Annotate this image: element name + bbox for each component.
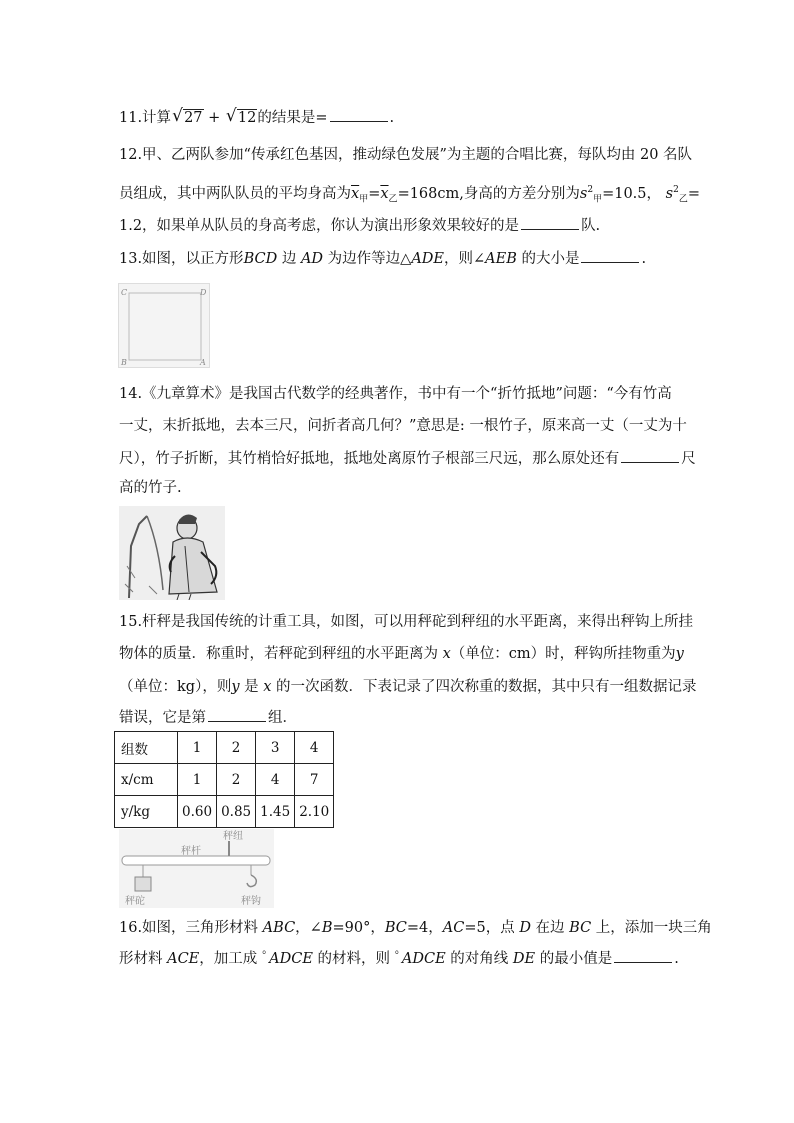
- q12-line2-val: =10.5，: [602, 185, 662, 202]
- q12-answer-blank[interactable]: [521, 215, 579, 230]
- q15-line2: [119, 644, 684, 664]
- weight-block: [135, 877, 151, 891]
- q14-line3-end: 尺: [681, 451, 696, 467]
- q15-line4-end: 组．: [268, 710, 297, 726]
- q15-line3: [119, 677, 697, 697]
- q15-line3-rest: 的一次函数．下表记录了四次称重的数据，其中只有一组数据记录: [271, 679, 697, 695]
- q15-x2: x: [263, 679, 272, 695]
- weighing-data-table: [114, 731, 334, 828]
- q16-bc2: BC: [569, 920, 592, 936]
- square-figure: [118, 283, 210, 368]
- q11-line: [119, 107, 394, 128]
- sub-jia-2: 甲: [593, 194, 603, 205]
- table-cell: 3: [256, 732, 295, 764]
- q16-text-f: 在边: [530, 920, 570, 936]
- q12-line2-text: 员组成，其中两队队员的平均身高为: [119, 185, 351, 202]
- q16-text-e: =5，点: [464, 920, 520, 936]
- q13-aeb: AEB: [485, 251, 517, 267]
- q11-prefix: 11.计算: [119, 110, 172, 126]
- table-row: [115, 796, 334, 828]
- steelyard-rod: [122, 856, 270, 865]
- label-rod: 秤杆: [181, 846, 201, 857]
- q14-line4: 高的竹子.: [119, 480, 182, 496]
- q14-line3: [119, 448, 696, 469]
- q12-line3-end: 队.: [581, 218, 601, 234]
- label-d: D: [200, 288, 207, 297]
- q15-x: x: [442, 646, 451, 662]
- radicand-12: 12: [237, 110, 257, 126]
- q13-text-a: 13.如图，以正方形: [119, 251, 244, 267]
- table-cell: 0.60: [178, 796, 217, 828]
- label-hook: 秤钩: [241, 896, 261, 907]
- q16-adce: ADCE: [269, 951, 313, 967]
- q15-y: y: [675, 646, 684, 662]
- q15-line1: 15.杆秤是我国传统的计重工具，如图，可以用秤砣到秤纽的水平距离，来得出秤钩上所挂: [119, 614, 694, 630]
- parallelogram-icon-2: ﾟ: [394, 951, 402, 967]
- sub-jia: 甲: [359, 194, 369, 205]
- table-cell: 2.10: [295, 796, 334, 828]
- row-header-x: x/cm: [115, 764, 178, 796]
- equals: =: [368, 185, 381, 202]
- label-a: A: [200, 358, 206, 367]
- q15-line2-mid: （单位：cm）时，秤钩所挂物重为: [450, 646, 676, 662]
- q13-ad: AD: [300, 251, 324, 267]
- q16-text-d: =4，: [406, 920, 443, 936]
- q16-line1: [119, 918, 712, 938]
- q16-text-l2e: 的最小值是: [535, 951, 613, 967]
- q14-line3-text: 尺），竹子折断，其竹梢恰好抵地，抵地处离原竹子根部三尺远，那么原处还有: [119, 451, 620, 467]
- steelyard-figure: [119, 829, 274, 908]
- q16-abc: ABC: [262, 920, 296, 936]
- sup-2b: 2: [673, 185, 679, 195]
- q14-answer-blank[interactable]: [621, 448, 679, 463]
- label-weight: 秤砣: [125, 896, 145, 907]
- q13-line: [119, 248, 646, 269]
- q12-line2-eq: =: [687, 185, 700, 202]
- label-knob: 秤纽: [223, 831, 243, 842]
- table-cell: 1: [178, 764, 217, 796]
- row-header-y: y/kg: [115, 796, 178, 828]
- sqrt-12: [227, 108, 257, 128]
- q12-line2: [119, 180, 700, 210]
- q11-period: .: [389, 110, 395, 126]
- table-row: [115, 764, 334, 796]
- sqrt-27: [173, 108, 203, 128]
- q15-answer-blank[interactable]: [208, 707, 266, 722]
- mean-x-jia: $\overline{x}$: [351, 185, 360, 202]
- q15-line4: [119, 707, 297, 728]
- q12-line2-mid: =168cm,身高的方差分别为: [397, 185, 580, 202]
- q16-text-b: ，∠: [295, 920, 322, 936]
- variance-s-yi: s: [665, 185, 674, 202]
- q16-line2: [119, 948, 679, 969]
- q13-ade: ADE: [411, 251, 444, 267]
- radicand-27: 27: [184, 110, 203, 126]
- q16-adce2: ADCE: [401, 951, 446, 967]
- q11-suffix: 的结果是=: [257, 110, 328, 126]
- table-cell: 1: [178, 732, 217, 764]
- q13-text-b: 边: [277, 251, 301, 267]
- bamboo-scholar-illustration: [119, 506, 225, 600]
- q16-answer-blank[interactable]: [614, 948, 672, 963]
- row-header-group: 组数: [115, 732, 178, 764]
- q15-line4-text: 错误，它是第: [119, 710, 206, 726]
- q16-period: .: [674, 951, 679, 967]
- q15-line3-text: （单位：kg），则: [119, 679, 232, 695]
- q16-text-c: =90°，: [332, 920, 385, 936]
- q12-line3-text: 1.2，如果单从队员的身高考虑，你认为演出形象效果较好的是: [119, 218, 520, 234]
- square-figure-bg: [119, 284, 210, 368]
- table-cell: 4: [295, 732, 334, 764]
- q11-answer-blank[interactable]: [330, 107, 388, 122]
- table-cell: 4: [256, 764, 295, 796]
- table-cell: 7: [295, 764, 334, 796]
- parallelogram-icon: ﾟ: [261, 951, 270, 967]
- table-cell: 2: [217, 732, 256, 764]
- q16-text-l2a: 形材料: [119, 951, 168, 967]
- table-cell: 1.45: [256, 796, 295, 828]
- q16-ace: ACE: [167, 951, 200, 967]
- q16-text-l2b: ，加工成: [199, 951, 262, 967]
- q13-text-c: 为边作等边△: [323, 251, 412, 267]
- q16-b: B: [321, 920, 333, 936]
- q15-line2-text: 物体的质量．称重时，若秤砣到秤纽的水平距离为: [119, 646, 443, 662]
- q13-bcd: BCD: [243, 251, 278, 267]
- q16-bc: BC: [384, 920, 407, 936]
- q16-text-a: 16.如图，三角形材料: [119, 920, 263, 936]
- q16-text-l2c: 的材料，则: [312, 951, 395, 967]
- plus-sign: +: [208, 110, 221, 126]
- table-row: [115, 732, 334, 764]
- sub-yi-2: 乙: [678, 194, 688, 205]
- q16-text-l2d: 的对角线: [445, 951, 513, 967]
- q16-d: D: [519, 920, 531, 936]
- q15-line3-is: 是: [239, 679, 264, 695]
- q16-text-g: 上，添加一块三角: [591, 920, 712, 936]
- q13-period: .: [641, 251, 647, 267]
- q13-text-d: ，则∠: [444, 251, 486, 267]
- q16-de: DE: [512, 951, 536, 967]
- q13-text-e: 的大小是: [516, 251, 580, 267]
- q15-y2: y: [231, 679, 240, 695]
- q12-line1: 12.甲、乙两队参加“传承红色基因，推动绿色发展”为主题的合唱比赛，每队均由 20 名队: [119, 147, 693, 163]
- q14-line1: 14.《九章算术》是我国古代数学的经典著作，书中有一个“折竹抵地”问题：“今有竹高: [119, 386, 672, 402]
- q14-line2: 一丈，末折抵地，去本三尺，问折者高几何？”意思是: 一根竹子，原来高一丈（一丈为十: [119, 418, 687, 434]
- table-cell: 0.85: [217, 796, 256, 828]
- q13-answer-blank[interactable]: [581, 248, 639, 263]
- label-c: C: [121, 288, 128, 297]
- sub-yi: 乙: [388, 194, 398, 205]
- table-cell: 2: [217, 764, 256, 796]
- q16-ac: AC: [442, 920, 465, 936]
- sup-2a: 2: [587, 185, 594, 195]
- q12-line3: [119, 215, 600, 236]
- mean-x-yi: $\overline{x}$: [380, 185, 389, 202]
- label-b: B: [121, 358, 127, 367]
- variance-s-jia: s: [579, 185, 588, 202]
